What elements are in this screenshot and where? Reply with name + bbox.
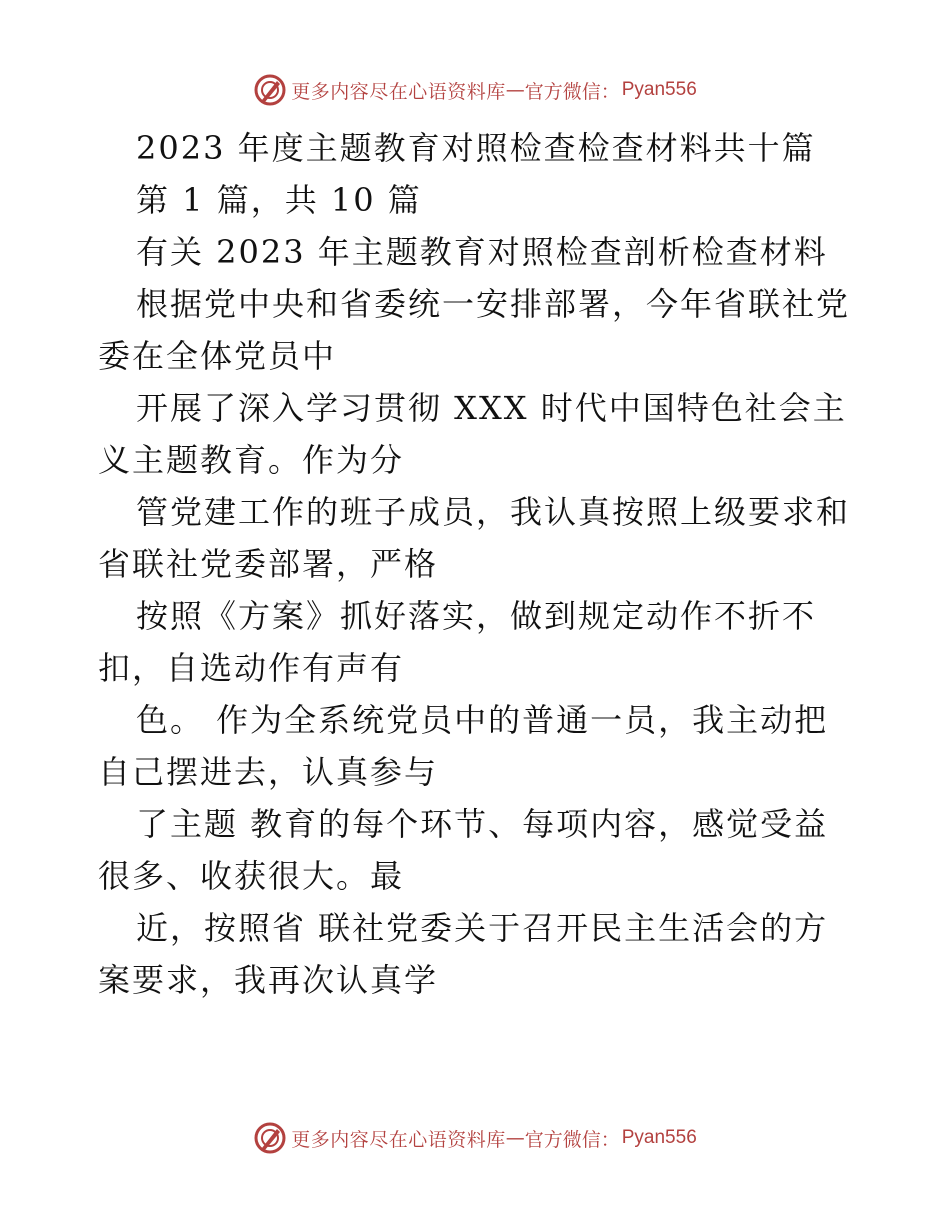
text-line: 第 1 篇，共 10 篇	[136, 181, 422, 219]
text-line: 了主题 教育的每个环节、每项内容，感觉受益	[136, 805, 829, 843]
pen-logo-icon	[253, 1121, 287, 1155]
document-body	[98, 122, 858, 1006]
text-line: 近，按照省 联社党委关于召开民主生活会的方	[136, 909, 829, 947]
header-watermark	[0, 70, 950, 110]
text-line: 委在全体党员中	[98, 337, 337, 375]
text-line: 扣，自选动作有声有	[98, 649, 405, 687]
pen-logo-icon	[253, 73, 287, 107]
watermark-wechat-id: Pyan556	[621, 1127, 697, 1148]
watermark-wechat-id: Pyan556	[621, 79, 697, 100]
watermark-label: 官方微信：	[524, 80, 620, 103]
text-line: 有关 2023 年主题教育对照检查剖析检查材料	[136, 233, 828, 271]
watermark-text: 更多内容尽在心语资料库	[291, 80, 506, 103]
watermark-separator: —	[505, 1127, 525, 1149]
watermark-text: 更多内容尽在心语资料库	[291, 1128, 506, 1151]
text-line: 自己摆进去，认真参与	[98, 753, 439, 791]
text-line: 很多、收获很大。最	[98, 857, 405, 895]
text-line: 按照《方案》抓好落实，做到规定动作不折不	[136, 597, 817, 635]
text-line: 根据党中央和省委统一安排部署，今年省联社党	[136, 285, 851, 323]
watermark-separator: —	[505, 79, 525, 101]
text-line: 义主题教育。作为分	[98, 441, 405, 479]
text-line: 开展了深入学习贯彻 XXX 时代中国特色社会主	[136, 389, 847, 427]
footer-watermark	[0, 1118, 950, 1158]
document-title-line: 2023 年度主题教育对照检查检查材料共十篇	[136, 129, 816, 167]
text-line: 案要求，我再次认真学	[98, 961, 439, 999]
text-line: 管党建工作的班子成员，我认真按照上级要求和	[136, 493, 851, 531]
watermark-label: 官方微信：	[524, 1128, 620, 1151]
text-line: 色。 作为全系统党员中的普通一员，我主动把	[136, 701, 829, 739]
text-line: 省联社党委部署，严格	[98, 545, 439, 583]
